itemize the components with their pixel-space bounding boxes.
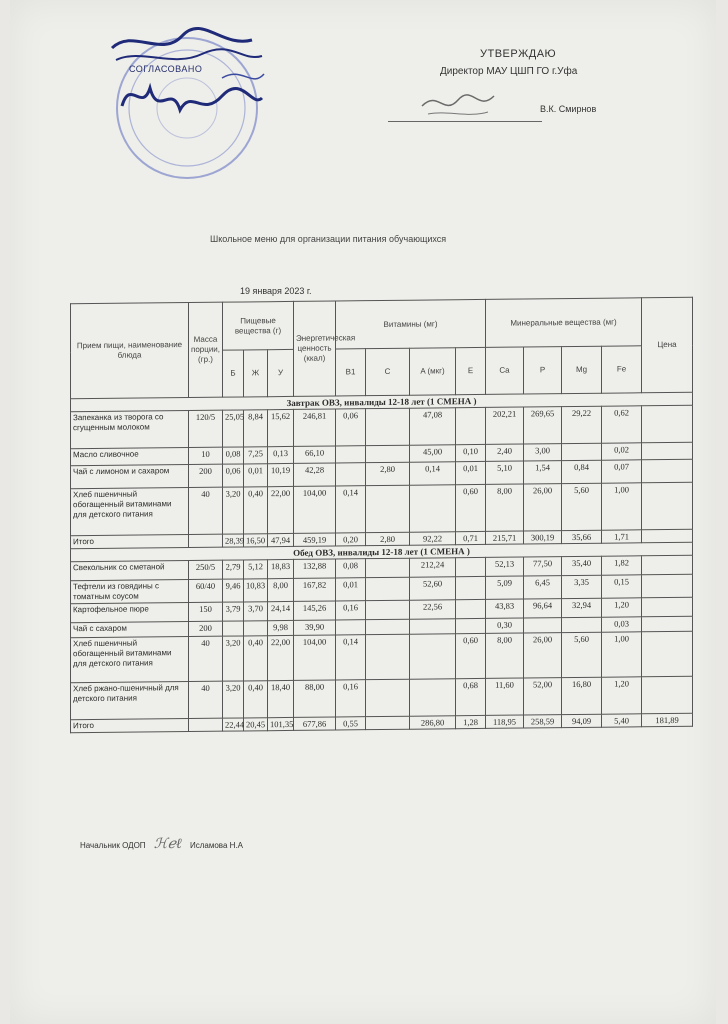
subheader-zh: Ж bbox=[244, 350, 268, 397]
cell-a: 22,56 bbox=[410, 600, 456, 619]
cell-ca: 202,21 bbox=[486, 407, 524, 444]
cell-b1: 0,06 bbox=[336, 409, 366, 446]
cell-fe: 1,00 bbox=[602, 483, 642, 530]
cell-zh bbox=[244, 621, 268, 636]
cell-a: 0,14 bbox=[410, 462, 456, 485]
cell-mass: 250/5 bbox=[189, 560, 223, 579]
cell-u: 18,83 bbox=[268, 559, 294, 578]
cell-b: 3,20 bbox=[223, 487, 244, 534]
cell-c bbox=[366, 600, 410, 619]
cell-b1 bbox=[336, 463, 366, 486]
header-row bbox=[71, 297, 693, 352]
cell-p: 258,59 bbox=[524, 715, 562, 728]
cell-mg bbox=[562, 617, 602, 632]
cell-b1: 0,20 bbox=[336, 533, 366, 546]
cell-price bbox=[642, 574, 693, 598]
cell-a: 286,80 bbox=[410, 716, 456, 729]
cell-mass: 200 bbox=[189, 464, 223, 487]
cell-mg: 29,22 bbox=[562, 406, 602, 443]
menu-table bbox=[70, 297, 693, 734]
cell-fe: 0,07 bbox=[602, 460, 642, 483]
cell-e bbox=[456, 576, 486, 599]
section-title: Завтрак ОВЗ, инвалиды 12-18 лет (1 СМЕНА ) bbox=[71, 392, 693, 412]
cell-ca: 5,09 bbox=[486, 576, 524, 599]
cell-b: 3,79 bbox=[223, 602, 244, 621]
cell-u: 47,94 bbox=[268, 533, 294, 546]
subheader-a: A (мкг) bbox=[410, 348, 456, 395]
cell-mg: 16,80 bbox=[562, 677, 602, 714]
cell-p: 26,00 bbox=[524, 484, 562, 531]
cell-b: 3,20 bbox=[223, 681, 244, 718]
cell-name: Чай с лимоном и сахаром bbox=[71, 465, 189, 489]
cell-c bbox=[366, 485, 410, 532]
cell-zh: 3,70 bbox=[244, 602, 268, 621]
cell-fe: 1,20 bbox=[602, 598, 642, 617]
cell-zh: 16,50 bbox=[244, 534, 268, 547]
header-nutrients: Пищевые вещества (г) bbox=[223, 301, 294, 350]
header-price: Цена bbox=[642, 297, 693, 393]
cell-b: 0,06 bbox=[223, 464, 244, 487]
cell-energy: 145,26 bbox=[294, 601, 336, 620]
cell-ca: 118,95 bbox=[486, 715, 524, 728]
cell-p: 52,00 bbox=[524, 678, 562, 715]
cell-c bbox=[366, 577, 410, 600]
cell-name: Тефтели из говядины с томатным соусом bbox=[71, 580, 189, 604]
cell-a bbox=[410, 679, 456, 716]
cell-u: 15,62 bbox=[268, 409, 294, 446]
cell-e: 0,01 bbox=[456, 461, 486, 484]
section-title: Обед ОВЗ, инвалиды 12-18 лет (1 СМЕНА ) bbox=[71, 542, 693, 562]
cell-e: 0,60 bbox=[456, 484, 486, 531]
cell-name: Свекольник со сметаной bbox=[71, 561, 189, 581]
cell-energy: 66,10 bbox=[294, 446, 336, 463]
document-page bbox=[10, 0, 716, 1024]
cell-b1: 0,01 bbox=[336, 578, 366, 601]
cell-name: Хлеб ржано-пшеничный для детского питания bbox=[71, 682, 189, 720]
subheader-u: У bbox=[268, 349, 294, 396]
cell-a: 92,22 bbox=[410, 532, 456, 545]
cell-price bbox=[642, 442, 693, 460]
cell-b1: 0,14 bbox=[336, 635, 366, 680]
cell-energy: 677,86 bbox=[294, 717, 336, 730]
cell-b bbox=[223, 621, 244, 636]
stamp-icon bbox=[102, 18, 272, 188]
approver-name: В.К. Смирнов bbox=[540, 104, 597, 114]
cell-mg: 5,60 bbox=[562, 483, 602, 530]
cell-b1: 0,16 bbox=[336, 601, 366, 620]
cell-name: Итого bbox=[71, 535, 189, 549]
table-row bbox=[71, 631, 693, 683]
cell-u: 18,40 bbox=[268, 680, 294, 717]
cell-a: 47,08 bbox=[410, 408, 456, 445]
cell-ca: 8,00 bbox=[486, 633, 524, 678]
cell-energy: 459,19 bbox=[294, 533, 336, 546]
cell-mg: 5,60 bbox=[562, 632, 602, 677]
cell-a bbox=[410, 619, 456, 634]
approve-title: УТВЕРЖДАЮ bbox=[480, 48, 557, 60]
cell-mass: 60/40 bbox=[189, 579, 223, 602]
cell-price bbox=[642, 529, 693, 543]
director-signature-icon bbox=[418, 86, 498, 126]
cell-b: 28,39 bbox=[223, 534, 244, 547]
cell-a: 45,00 bbox=[410, 445, 456, 462]
cell-zh: 0,01 bbox=[244, 464, 268, 487]
cell-mass: 40 bbox=[189, 487, 223, 534]
cell-energy: 104,00 bbox=[294, 486, 336, 533]
cell-e bbox=[456, 618, 486, 633]
cell-energy: 88,00 bbox=[294, 680, 336, 717]
cell-c bbox=[366, 619, 410, 634]
cell-zh: 0,40 bbox=[244, 487, 268, 534]
footer-signature-icon: ℋℯℓ bbox=[153, 836, 182, 852]
cell-c bbox=[366, 716, 410, 729]
document-date: 19 января 2023 г. bbox=[240, 286, 312, 296]
cell-u: 101,35 bbox=[268, 717, 294, 730]
cell-c bbox=[366, 445, 410, 462]
table-row bbox=[71, 482, 693, 536]
cell-a: 52,60 bbox=[410, 577, 456, 600]
cell-ca: 215,71 bbox=[486, 531, 524, 544]
cell-name: Картофельное пюре bbox=[71, 603, 189, 623]
cell-mg bbox=[562, 443, 602, 460]
cell-price bbox=[642, 482, 693, 530]
cell-fe: 1,20 bbox=[602, 677, 642, 714]
agreed-label: СОГЛАСОВАНО bbox=[129, 64, 203, 74]
cell-zh: 20,45 bbox=[244, 718, 268, 731]
cell-mass: 40 bbox=[189, 636, 223, 681]
cell-ca: 2,40 bbox=[486, 444, 524, 461]
cell-fe: 1,82 bbox=[602, 556, 642, 575]
cell-a: 212,24 bbox=[410, 558, 456, 577]
cell-mass: 150 bbox=[189, 602, 223, 621]
cell-price: 181,89 bbox=[642, 713, 693, 727]
cell-energy: 42,28 bbox=[294, 463, 336, 486]
cell-mass bbox=[189, 534, 223, 547]
menu-body bbox=[71, 392, 693, 733]
cell-u: 22,00 bbox=[268, 486, 294, 533]
cell-energy: 104,00 bbox=[294, 635, 336, 680]
header-minerals: Минеральные вещества (мг) bbox=[486, 298, 642, 348]
cell-u: 8,00 bbox=[268, 578, 294, 601]
cell-c bbox=[366, 558, 410, 577]
cell-e: 1,28 bbox=[456, 715, 486, 728]
cell-b1 bbox=[336, 620, 366, 635]
cell-mg: 35,40 bbox=[562, 556, 602, 575]
subheader-b: Б bbox=[223, 350, 244, 397]
cell-u: 9,98 bbox=[268, 620, 294, 635]
cell-p: 96,64 bbox=[524, 599, 562, 618]
cell-c bbox=[366, 679, 410, 716]
cell-name: Масло сливочное bbox=[71, 448, 189, 466]
cell-e bbox=[456, 407, 486, 444]
cell-zh: 8,84 bbox=[244, 410, 268, 447]
document-title: Школьное меню для организации питания обучающихся bbox=[210, 234, 447, 244]
cell-a bbox=[410, 485, 456, 532]
cell-name: Запеканка из творога со сгущенным молоком bbox=[71, 411, 189, 449]
cell-fe: 0,15 bbox=[602, 575, 642, 598]
cell-zh: 0,40 bbox=[244, 681, 268, 718]
footer-position: Начальник ОДОП bbox=[80, 841, 146, 850]
cell-name: Хлеб пшеничный обогащенный витаминами для детского питания bbox=[71, 637, 189, 683]
cell-energy: 39,90 bbox=[294, 620, 336, 635]
cell-price bbox=[642, 459, 693, 483]
cell-price bbox=[642, 676, 693, 714]
cell-b1: 0,55 bbox=[336, 717, 366, 730]
cell-fe: 1,00 bbox=[602, 632, 642, 677]
cell-e: 0,68 bbox=[456, 678, 486, 715]
subheader-e: E bbox=[456, 347, 486, 394]
cell-e bbox=[456, 557, 486, 576]
cell-b1: 0,14 bbox=[336, 486, 366, 533]
cell-zh: 5,12 bbox=[244, 560, 268, 579]
cell-p: 77,50 bbox=[524, 557, 562, 576]
cell-c: 2,80 bbox=[366, 532, 410, 545]
cell-p: 3,00 bbox=[524, 444, 562, 461]
cell-ca: 52,13 bbox=[486, 557, 524, 576]
header-mass: Масса порции, (гр.) bbox=[189, 302, 223, 397]
cell-a bbox=[410, 634, 456, 679]
cell-mg: 35,66 bbox=[562, 530, 602, 543]
cell-u: 24,14 bbox=[268, 601, 294, 620]
cell-mass: 200 bbox=[189, 621, 223, 636]
header-vitamins: Витамины (мг) bbox=[336, 299, 486, 349]
cell-p: 1,54 bbox=[524, 461, 562, 484]
cell-mass bbox=[189, 718, 223, 731]
cell-u: 0,13 bbox=[268, 446, 294, 463]
cell-name: Чай с сахаром bbox=[71, 622, 189, 638]
cell-b1: 0,08 bbox=[336, 559, 366, 578]
cell-p: 26,00 bbox=[524, 633, 562, 678]
cell-fe: 0,03 bbox=[602, 617, 642, 632]
cell-b: 25,05 bbox=[223, 410, 244, 447]
cell-mg: 94,09 bbox=[562, 714, 602, 727]
cell-fe: 0,62 bbox=[602, 406, 642, 443]
cell-zh: 7,25 bbox=[244, 447, 268, 464]
cell-price bbox=[642, 597, 693, 617]
cell-c: 2,80 bbox=[366, 462, 410, 485]
subheader-mg: Mg bbox=[562, 346, 602, 393]
cell-p: 269,65 bbox=[524, 407, 562, 444]
cell-mg: 32,94 bbox=[562, 598, 602, 617]
cell-price bbox=[642, 616, 693, 632]
cell-energy: 132,88 bbox=[294, 559, 336, 578]
footer-name: Исламова Н.А bbox=[189, 841, 243, 850]
cell-ca: 43,83 bbox=[486, 599, 524, 618]
cell-b: 3,20 bbox=[223, 636, 244, 681]
cell-u: 22,00 bbox=[268, 635, 294, 680]
cell-price bbox=[642, 555, 693, 575]
cell-c bbox=[366, 634, 410, 679]
cell-b: 9,46 bbox=[223, 579, 244, 602]
cell-fe: 0,02 bbox=[602, 443, 642, 460]
cell-ca: 8,00 bbox=[486, 484, 524, 531]
cell-zh: 10,83 bbox=[244, 579, 268, 602]
subheader-p: P bbox=[524, 347, 562, 394]
cell-price bbox=[642, 405, 693, 443]
cell-c bbox=[366, 408, 410, 445]
cell-e bbox=[456, 599, 486, 618]
cell-b1 bbox=[336, 446, 366, 463]
footer-signature bbox=[80, 836, 243, 853]
cell-mass: 120/5 bbox=[189, 410, 223, 447]
cell-fe: 1,71 bbox=[602, 530, 642, 543]
header-energy: Энергетическая ценность (ккал) bbox=[294, 301, 336, 396]
round-stamp bbox=[102, 18, 272, 188]
cell-p bbox=[524, 618, 562, 633]
cell-e: 0,10 bbox=[456, 444, 486, 461]
cell-e: 0,71 bbox=[456, 531, 486, 544]
cell-p: 6,45 bbox=[524, 576, 562, 599]
cell-fe: 5,40 bbox=[602, 714, 642, 727]
cell-mg: 3,35 bbox=[562, 575, 602, 598]
cell-ca: 0,30 bbox=[486, 618, 524, 633]
cell-ca: 11,60 bbox=[486, 678, 524, 715]
cell-mass: 40 bbox=[189, 681, 223, 718]
cell-b: 0,08 bbox=[223, 447, 244, 464]
cell-u: 10,19 bbox=[268, 463, 294, 486]
cell-zh: 0,40 bbox=[244, 636, 268, 681]
cell-b: 2,79 bbox=[223, 560, 244, 579]
header-meal: Прием пищи, наименование блюда bbox=[71, 303, 189, 399]
cell-energy: 246,81 bbox=[294, 409, 336, 446]
cell-mg: 0,84 bbox=[562, 460, 602, 483]
cell-ca: 5,10 bbox=[486, 461, 524, 484]
cell-mass: 10 bbox=[189, 447, 223, 464]
cell-b1: 0,16 bbox=[336, 680, 366, 717]
subheader-fe: Fe bbox=[602, 346, 642, 393]
cell-energy: 167,82 bbox=[294, 578, 336, 601]
subheader-ca: Ca bbox=[486, 347, 524, 394]
cell-name: Хлеб пшеничный обогащенный витаминами для детского питания bbox=[71, 488, 189, 536]
subheader-b1: B1 bbox=[336, 349, 366, 396]
approver-position: Директор МАУ ЦШП ГО г.Уфа bbox=[440, 66, 578, 77]
cell-e: 0,60 bbox=[456, 633, 486, 678]
cell-p: 300,19 bbox=[524, 531, 562, 544]
signature-line bbox=[388, 121, 542, 122]
cell-name: Итого bbox=[71, 719, 189, 733]
cell-b: 22,44 bbox=[223, 718, 244, 731]
cell-price bbox=[642, 631, 693, 677]
subheader-c: C bbox=[366, 348, 410, 395]
